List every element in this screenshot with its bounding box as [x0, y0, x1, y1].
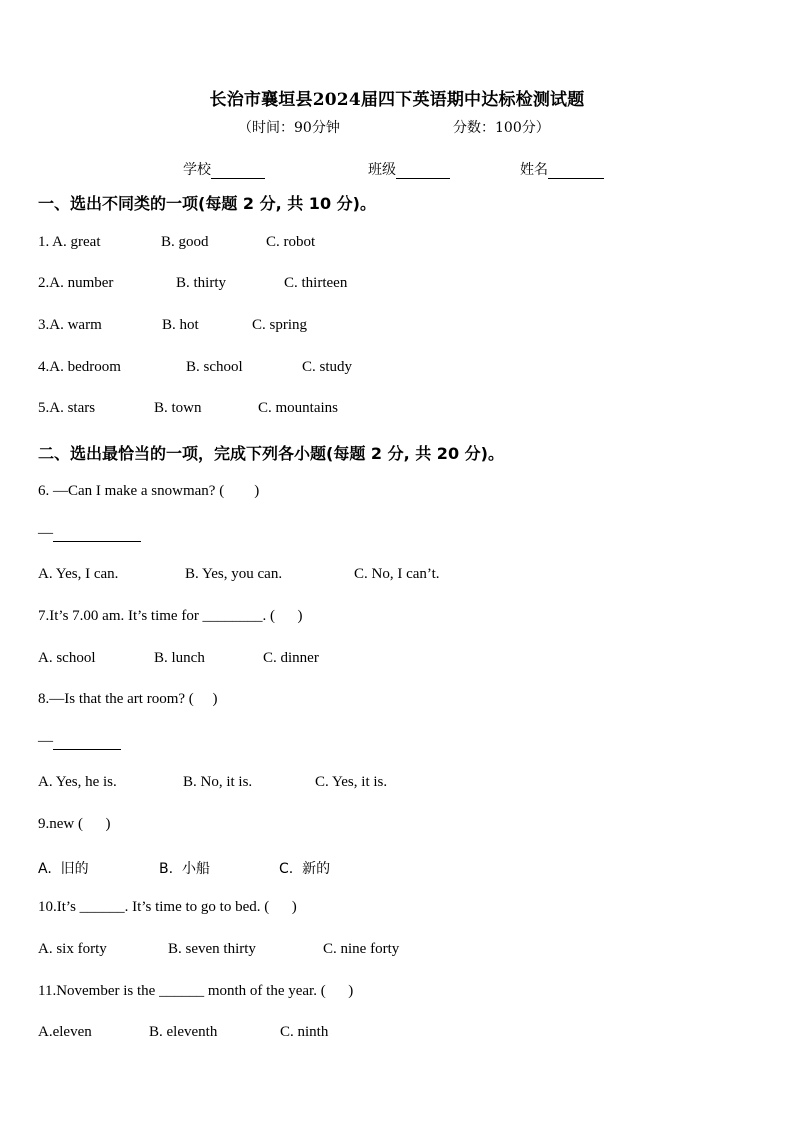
question-9-c: C. 新的	[279, 861, 331, 877]
question-6-b: B. Yes, you can.	[185, 566, 283, 582]
question-11-a: A.eleven	[38, 1024, 92, 1040]
question-9-a: A. 旧的	[38, 861, 89, 877]
question-6-stem: 6. —Can I make a snowman? ( )	[38, 483, 260, 499]
class-blank[interactable]	[396, 164, 450, 179]
question-10-a: A. six forty	[38, 941, 107, 957]
question-6-c: C. No, I can’t.	[354, 566, 440, 582]
question-2-a: 2.A. number	[38, 275, 114, 291]
question-4-a: 4.A. bedroom	[38, 359, 121, 375]
class-label: 班级	[368, 162, 396, 178]
question-8-reply: —	[38, 733, 121, 750]
school-blank[interactable]	[211, 164, 265, 179]
question-1-b: B. good	[161, 234, 209, 250]
question-5-b: B. town	[154, 400, 202, 416]
question-6-reply: —	[38, 525, 141, 542]
question-6-blank[interactable]	[53, 527, 141, 542]
question-2-c: C. thirteen	[284, 275, 348, 291]
class-field	[368, 159, 450, 179]
question-5-a: 5.A. stars	[38, 400, 96, 416]
question-5-c: C. mountains	[258, 400, 339, 416]
question-3-c: C. spring	[252, 317, 308, 333]
question-7-c: C. dinner	[263, 650, 319, 666]
question-10-b: B. seven thirty	[168, 941, 256, 957]
question-8-c: C. Yes, it is.	[315, 774, 388, 790]
question-1-a: 1. A. great	[38, 234, 101, 250]
section2-heading: 二、选出最恰当的一项，完成下列各小题(每题 2 分, 共 20 分)。	[38, 444, 504, 463]
name-blank[interactable]	[548, 164, 604, 179]
question-9-stem: 9.new ( )	[38, 816, 111, 832]
name-label: 姓名	[520, 162, 548, 178]
question-7-a: A. school	[38, 650, 96, 666]
question-8-a: A. Yes, he is.	[38, 774, 117, 790]
question-1-c: C. robot	[266, 234, 316, 250]
question-8-b: B. No, it is.	[183, 774, 253, 790]
question-7-stem: 7.It’s 7.00 am. It’s time for ________. ( )	[38, 608, 303, 624]
question-6-a: A. Yes, I can.	[38, 566, 119, 582]
school-field	[183, 159, 265, 179]
question-2-b: B. thirty	[176, 275, 227, 291]
question-11-stem: 11.November is the ______ month of the year. ( )	[38, 983, 354, 999]
school-label: 学校	[183, 162, 211, 178]
question-8-blank[interactable]	[53, 735, 121, 750]
question-4-b: B. school	[186, 359, 243, 375]
exam-title: 长治市襄垣县2024届四下英语期中达标检测试题	[209, 90, 585, 110]
question-9-b: B. 小船	[159, 861, 210, 877]
question-10-c: C. nine forty	[323, 941, 400, 957]
question-10-stem: 10.It’s ______. It’s time to go to bed. ( )	[38, 899, 297, 915]
question-4-c: C. study	[302, 359, 353, 375]
question-8-stem: 8.—Is that the art room? ( )	[38, 691, 218, 707]
name-field	[520, 159, 604, 179]
exam-score: 分数：100分）	[453, 120, 550, 136]
question-11-c: C. ninth	[280, 1024, 329, 1040]
question-3-a: 3.A. warm	[38, 317, 102, 333]
question-7-b: B. lunch	[154, 650, 205, 666]
question-3-b: B. hot	[162, 317, 199, 333]
question-11-b: B. eleventh	[149, 1024, 218, 1040]
section1-heading: 一、选出不同类的一项(每题 2 分, 共 10 分)。	[38, 194, 376, 213]
exam-time: （时间：90分钟	[238, 120, 340, 136]
